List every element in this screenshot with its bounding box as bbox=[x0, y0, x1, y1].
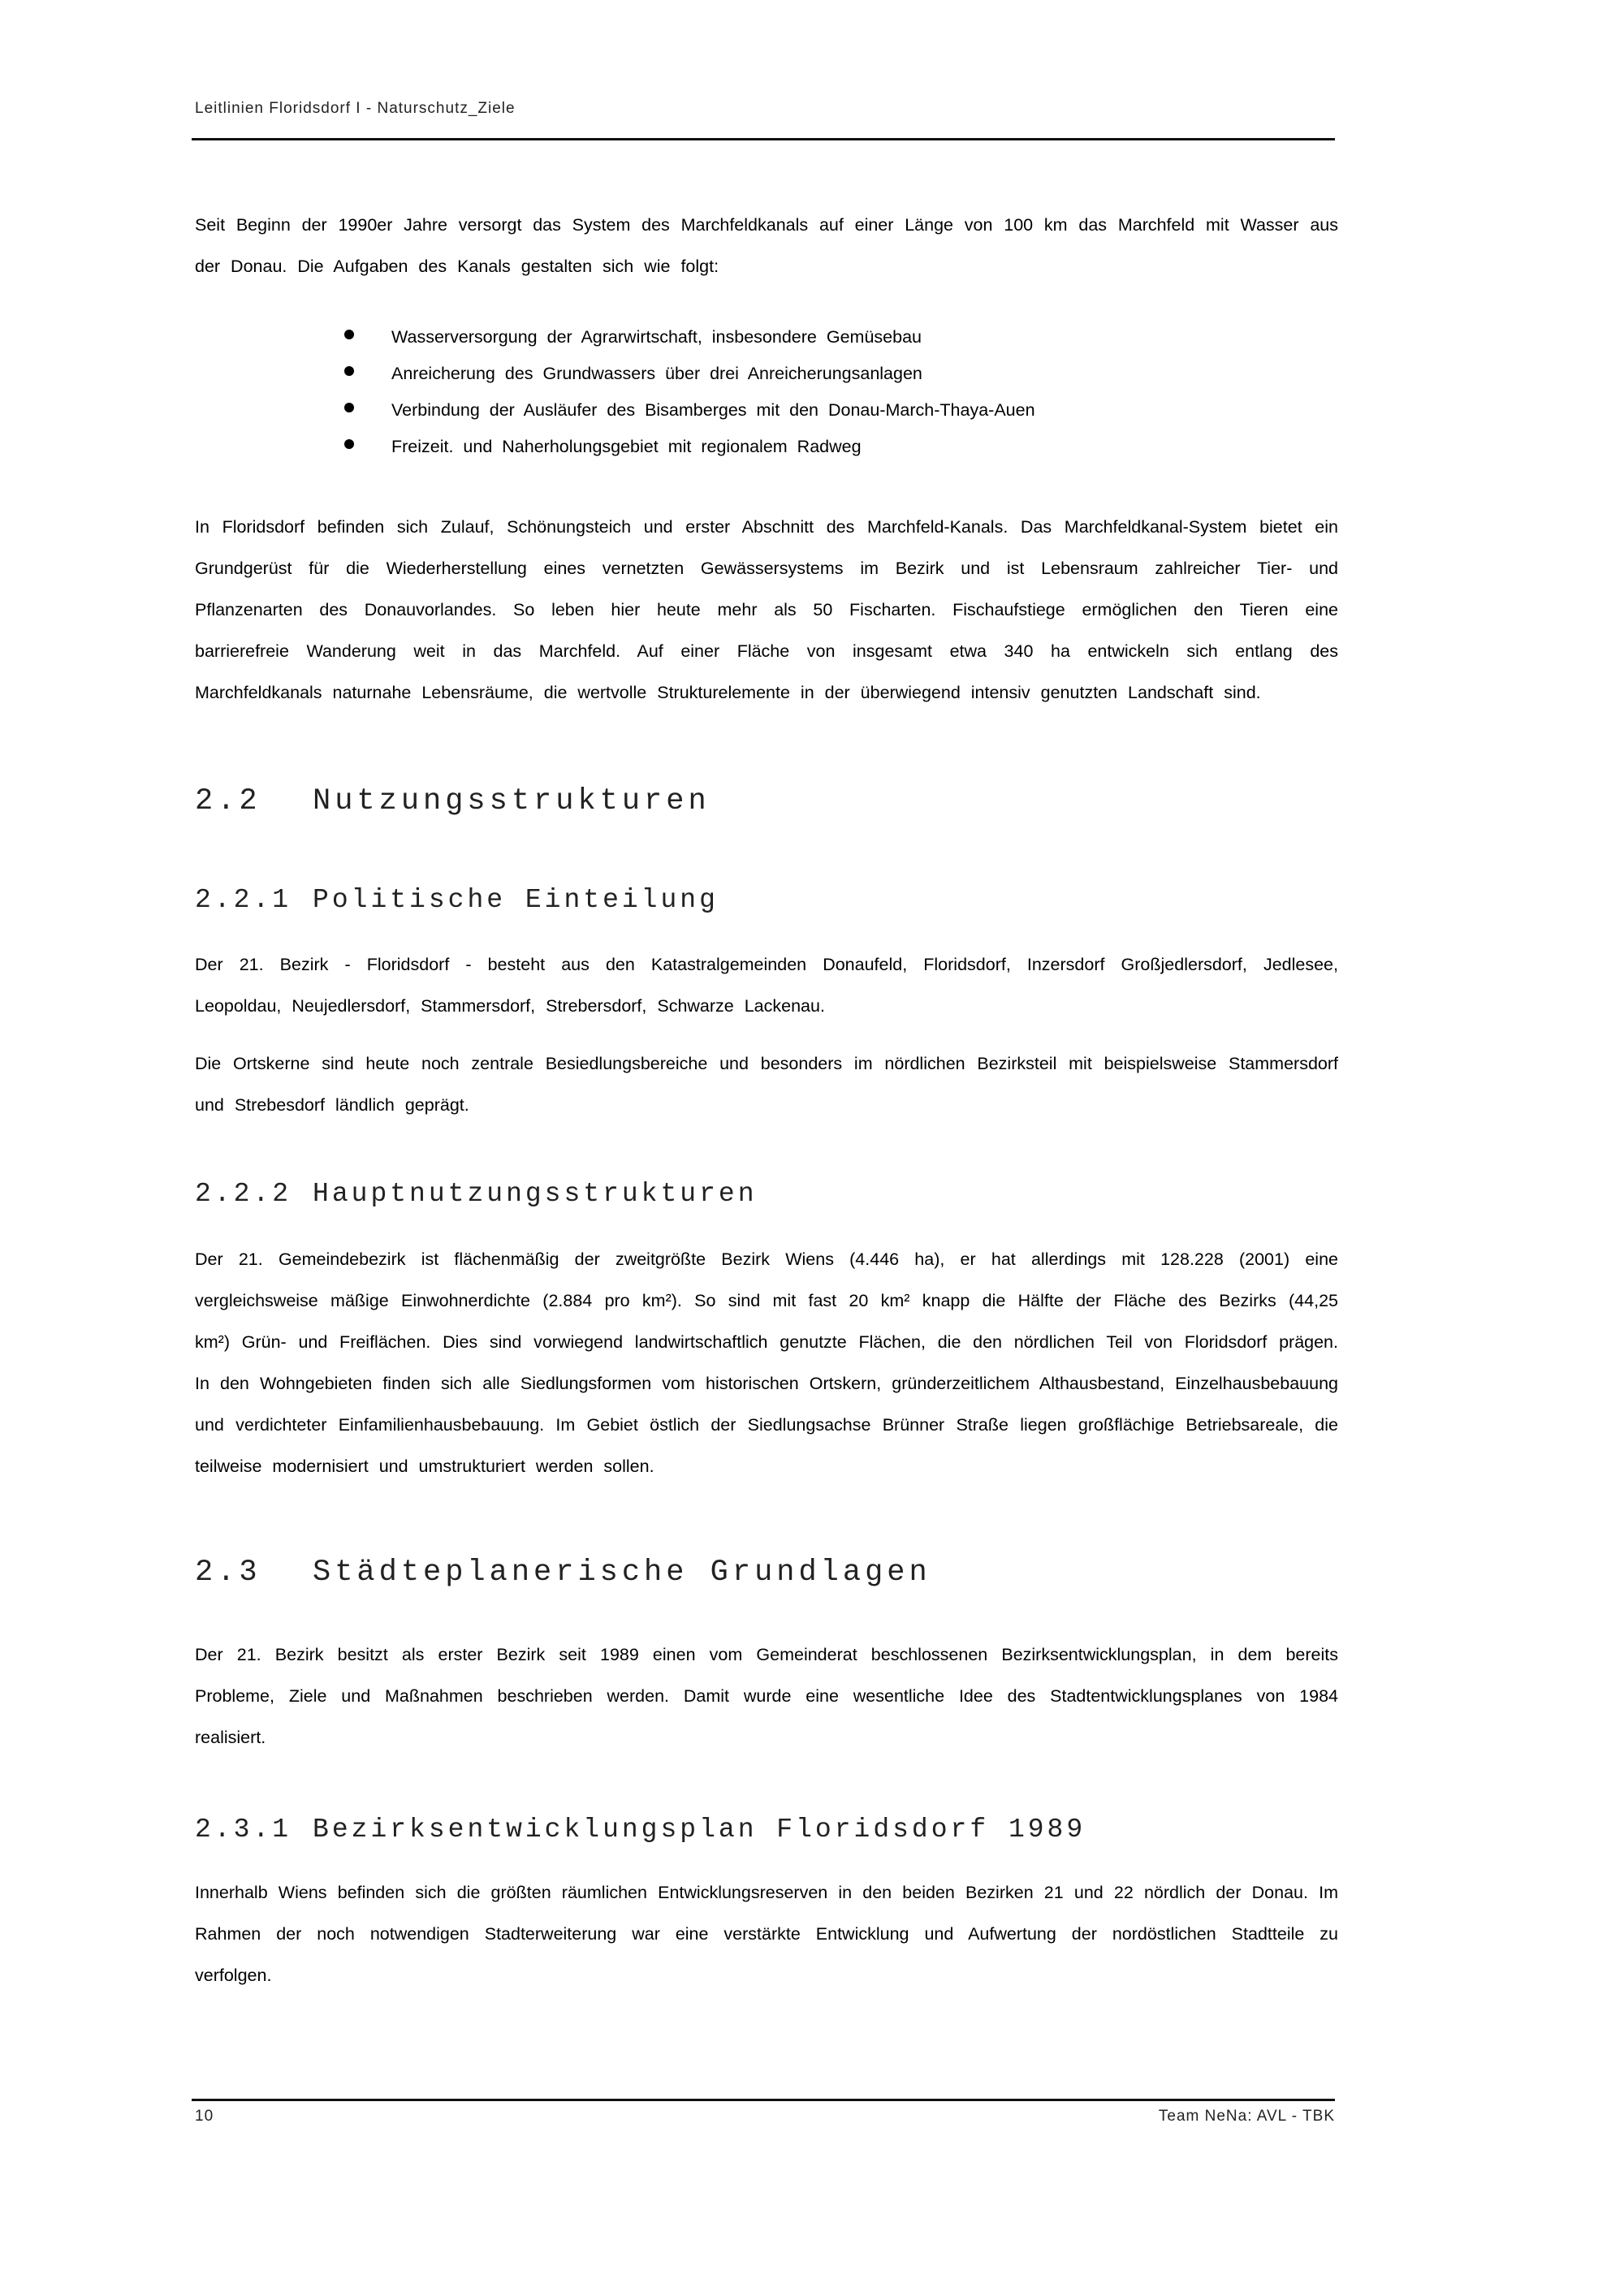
hauptnutzung-paragraph: Der 21. Gemeindebezirk ist flächenmäßig der zweitgrößte Bezirk Wiens (4.446 ha), er hat allerdings mit 128.228 (2001) eine vergleichsweise mäßige Einwohnerdichte (2.884 pro km²). So sind mit fast 20 km² knapp die Hälfte der Fläche des Bezirks (44,25 km²) Grün- und Freiflächen. Dies sind vorwiegend landwirtschaftlich genutzte Flächen, die den nördlichen Teil von Floridsdorf prägen. In den Wohngebieten finden sich alle Siedlungsformen vom historischen Ortskern, gründerzeitlichem Althausbestand, Einzelhausbebauung und verdichteter Einfamilienhausbebauung. Im Gebiet östlich der Siedlungsachse Brünner Straße liegen großflächige Betriebsareale, die teilweise modernisiert und umstrukturiert werden sollen. bbox=[195, 1249, 1338, 1476]
section-title: Politische Einteilung bbox=[313, 885, 719, 915]
intro-paragraph-block bbox=[195, 205, 1338, 287]
section-title: Bezirksentwicklungsplan Floridsdorf 1989 bbox=[313, 1815, 1086, 1845]
running-header: Leitlinien Floridsdorf I - Naturschutz_Ziele bbox=[195, 100, 516, 117]
list-item: Wasserversorgung der Agrarwirtschaft, insbesondere Gemüsebau bbox=[333, 319, 1035, 356]
intro-paragraph: Seit Beginn der 1990er Jahre versorgt das System des Marchfeldkanals auf einer Länge von 100 km das Marchfeld mit Wasser aus der Donau. Die Aufgaben des Kanals gestalten sich wie folgt: bbox=[195, 215, 1338, 276]
footer-rule bbox=[192, 2099, 1335, 2101]
section-heading-2-2-1 bbox=[195, 885, 719, 915]
header-rule bbox=[192, 138, 1335, 140]
section-number: 2.2.1 bbox=[195, 885, 292, 915]
section-number: 2.3.1 bbox=[195, 1815, 292, 1845]
bullet-dot bbox=[344, 330, 354, 339]
politische-einteilung-paragraph-2-block bbox=[195, 1043, 1338, 1126]
staedteplanung-paragraph-block bbox=[195, 1634, 1338, 1759]
page-number: 10 bbox=[195, 2108, 214, 2125]
staedteplanung-paragraph: Der 21. Bezirk besitzt als erster Bezirk seit 1989 einen vom Gemeinderat beschlossenen Bezirksentwicklungsplan, in dem bereits Probleme, Ziele und Maßnahmen beschrieben werden. Damit wurde eine wesentliche Idee des Stadtentwicklungsplanes von 1984 realisiert. bbox=[195, 1645, 1338, 1747]
section-heading-2-2-2 bbox=[195, 1179, 758, 1209]
politische-einteilung-paragraph-2: Die Ortskerne sind heute noch zentrale Besiedlungsbereiche und besonders im nördlichen Bezirksteil mit beispielsweise Stammersdorf und Strebesdorf ländlich geprägt. bbox=[195, 1054, 1338, 1115]
section-heading-2-3-1 bbox=[195, 1815, 1086, 1845]
list-item: Anreicherung des Grundwassers über drei Anreicherungsanlagen bbox=[333, 356, 1035, 392]
bezirksentwicklungsplan-paragraph: Innerhalb Wiens befinden sich die größten räumlichen Entwicklungsreserven in den beiden Bezirken 21 und 22 nördlich der Donau. Im Rahmen der noch notwendigen Stadterweiterung war eine verstärkte Entwicklung und Aufwertung der nordöstlichen Stadtteile zu verfolgen. bbox=[195, 1883, 1338, 1985]
list-item: Freizeit. und Naherholungsgebiet mit regionalem Radweg bbox=[333, 429, 1035, 465]
bullet-dot bbox=[344, 403, 354, 412]
section-heading-2-3 bbox=[195, 1556, 931, 1590]
hauptnutzung-paragraph-block bbox=[195, 1239, 1338, 1487]
section-number: 2.2 bbox=[195, 784, 261, 818]
section-number: 2.3 bbox=[195, 1556, 261, 1590]
section-title: Hauptnutzungsstrukturen bbox=[313, 1179, 758, 1209]
bullet-list bbox=[333, 319, 1035, 465]
marchfeld-paragraph: In Floridsdorf befinden sich Zulauf, Schönungsteich und erster Abschnitt des Marchfeld-Kanals. Das Marchfeldkanal-System bietet ein Grundgerüst für die Wiederherstellung eines vernetzten Gewässersystems im Bezirk und ist Lebensraum zahlreicher Tier- und Pflanzenarten des Donauvorlandes. So leben hier heute mehr als 50 Fischarten. Fischaufstiege ermöglichen den Tieren eine barrierefreie Wanderung weit in das Marchfeld. Auf einer Fläche von insgesamt etwa 340 ha entwickeln sich entlang des Marchfeldkanals naturnahe Lebensräume, die wertvolle Strukturelemente in der überwiegend intensiv genutzten Landschaft sind. bbox=[195, 517, 1338, 702]
section-title: Nutzungsstrukturen bbox=[313, 784, 710, 818]
section-number: 2.2.2 bbox=[195, 1179, 292, 1209]
bezirksentwicklungsplan-paragraph-block bbox=[195, 1872, 1338, 1996]
bullet-dot bbox=[344, 366, 354, 376]
politische-einteilung-paragraph-1: Der 21. Bezirk - Floridsdorf - besteht aus den Katastralgemeinden Donaufeld, Floridsdorf, Inzersdorf Großjedlersdorf, Jedlesee, Leopoldau, Neujedlersdorf, Stammersdorf, Strebersdorf, Schwarze Lackenau. bbox=[195, 955, 1338, 1016]
bullet-dot bbox=[344, 439, 354, 449]
section-heading-2-2 bbox=[195, 784, 710, 818]
footer-team-credit: Team NeNa: AVL - TBK bbox=[1158, 2108, 1335, 2125]
politische-einteilung-paragraph-1-block bbox=[195, 944, 1338, 1027]
section-title: Städteplanerische Grundlagen bbox=[313, 1556, 931, 1590]
list-item: Verbindung der Ausläufer des Bisamberges mit den Donau-March-Thaya-Auen bbox=[333, 392, 1035, 429]
marchfeld-paragraph-block bbox=[195, 507, 1338, 714]
